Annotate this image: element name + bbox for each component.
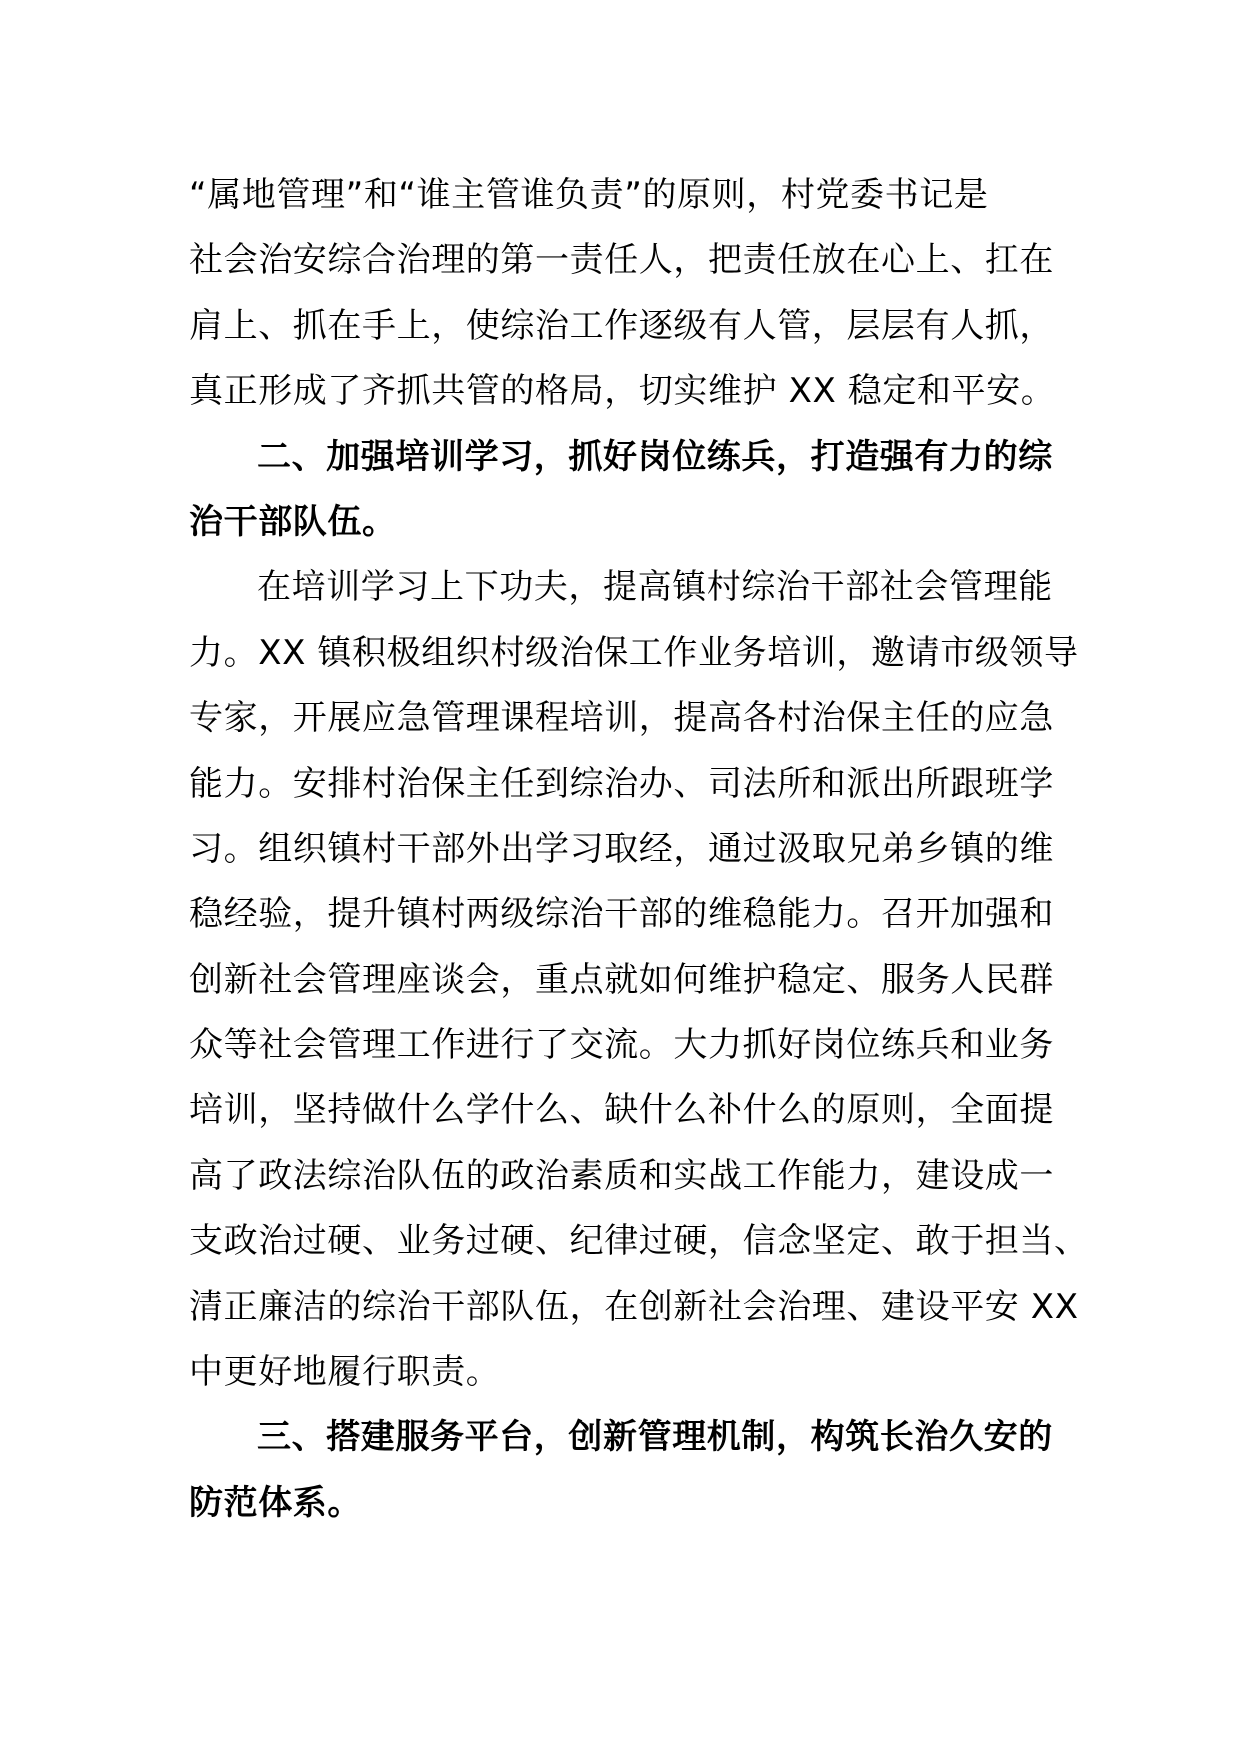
text-line: 众等社会管理工作进行了交流。大力抓好岗位练兵和业务: [189, 1025, 1054, 1066]
text-line: 能力。安排村治保主任到综治办、司法所和派出所跟班学: [189, 763, 1054, 804]
heading-line: 三、搭建服务平台，创新管理机制，构筑长治久安的: [257, 1417, 1053, 1458]
text-line: 习。组织镇村干部外出学习取经，通过汲取兄弟乡镇的维: [189, 828, 1054, 869]
text-line: 力。XX 镇积极组织村级治保工作业务培训，邀请市级领导: [189, 632, 1079, 673]
text-line: 肩上、抓在手上，使综治工作逐级有人管，层层有人抓，: [189, 305, 1054, 346]
heading-line: 防范体系。: [189, 1482, 362, 1523]
text-line: 专家，开展应急管理课程培训，提高各村治保主任的应急: [189, 698, 1054, 739]
text-line: 社会治安综合治理的第一责任人，把责任放在心上、扛在: [189, 240, 1054, 281]
text-line: 高了政法综治队伍的政治素质和实战工作能力，建设成一: [189, 1155, 1054, 1196]
text-line: 培训，坚持做什么学什么、缺什么补什么的原则，全面提: [189, 1090, 1054, 1131]
text-line: 在培训学习上下功夫，提高镇村综治干部社会管理能: [257, 567, 1053, 608]
text-line: 清正廉洁的综治干部队伍，在创新社会治理、建设平安 XX: [189, 1286, 1079, 1327]
text-line: 稳经验，提升镇村两级综治干部的维稳能力。召开加强和: [189, 894, 1054, 935]
paragraph-continuation: [189, 163, 1059, 425]
text-line: 中更好地履行职责。: [189, 1352, 501, 1393]
text-line: “属地管理”和“谁主管谁负责”的原则，村党委书记是: [189, 175, 989, 215]
section-heading-3: [189, 1405, 1059, 1536]
text-line: 创新社会管理座谈会，重点就如何维护稳定、服务人民群: [189, 959, 1054, 1000]
section-heading-2: [189, 425, 1059, 556]
heading-line: 治干部队伍。: [189, 501, 397, 542]
text-line: 真正形成了齐抓共管的格局，切实维护 XX 稳定和平安。: [189, 371, 1056, 412]
paragraph-training: [189, 555, 1089, 1405]
document-body: [189, 163, 1089, 1536]
text-line: 支政治过硬、业务过硬、纪律过硬，信念坚定、敢于担当、: [189, 1221, 1089, 1262]
heading-line: 二、加强培训学习，抓好岗位练兵，打造强有力的综: [257, 436, 1053, 477]
